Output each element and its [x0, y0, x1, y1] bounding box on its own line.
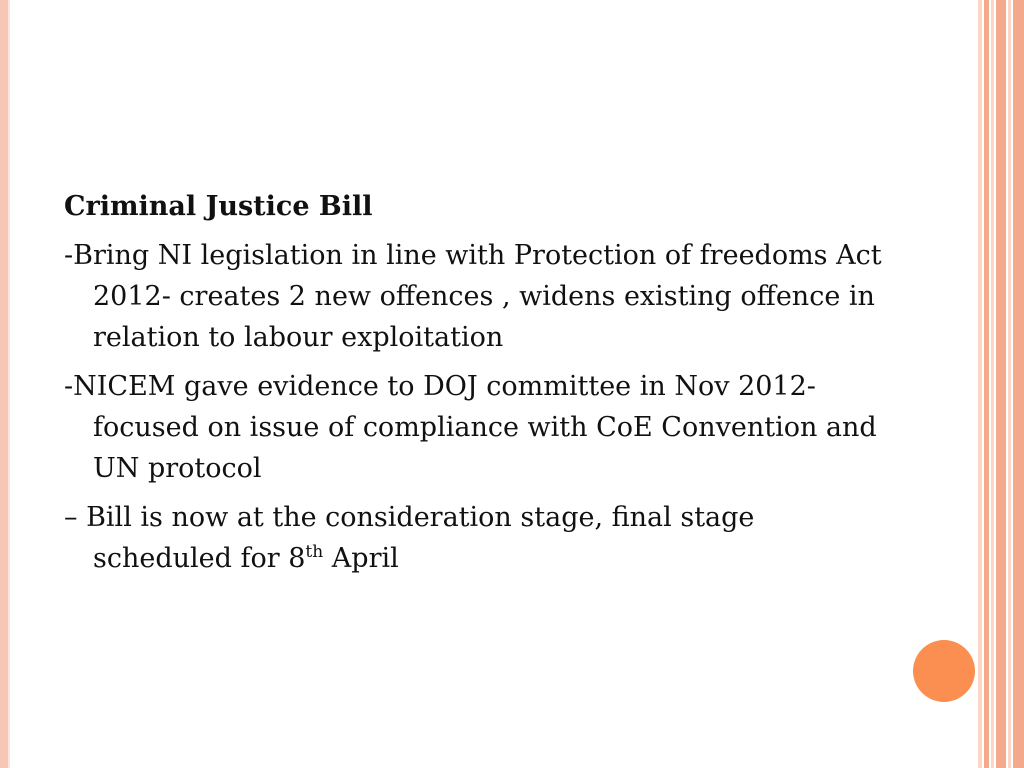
decorative-circle	[913, 640, 975, 702]
right-stripe-6	[1013, 0, 1024, 768]
right-stripe-1	[978, 0, 982, 768]
slide-body	[64, 186, 894, 587]
right-stripe-3	[991, 0, 994, 768]
bullet-consideration-end: April	[323, 543, 399, 574]
right-stripe-2	[984, 0, 989, 768]
right-stripe-5	[1008, 0, 1011, 768]
ordinal-suffix: th	[305, 542, 324, 562]
bullet-nicem-evidence: -NICEM gave evidence to DOJ committee in Nov 2012- focused on issue of compliance with CoE Convention and UN protocol	[64, 371, 877, 484]
bullet-consideration-stage	[64, 497, 894, 579]
left-border-inner	[8, 0, 10, 768]
left-border-stripe	[0, 0, 8, 768]
right-stripe-4	[996, 0, 1006, 768]
slide-heading: Criminal Justice Bill	[64, 191, 373, 222]
bullet-legislation: -Bring NI legislation in line with Protection of freedoms Act 2012- creates 2 new offences , widens existing offence in relation to labour exploitation	[64, 240, 882, 353]
bullet-consideration-text: – Bill is now at the consideration stage, final stage scheduled for 8	[64, 502, 755, 574]
